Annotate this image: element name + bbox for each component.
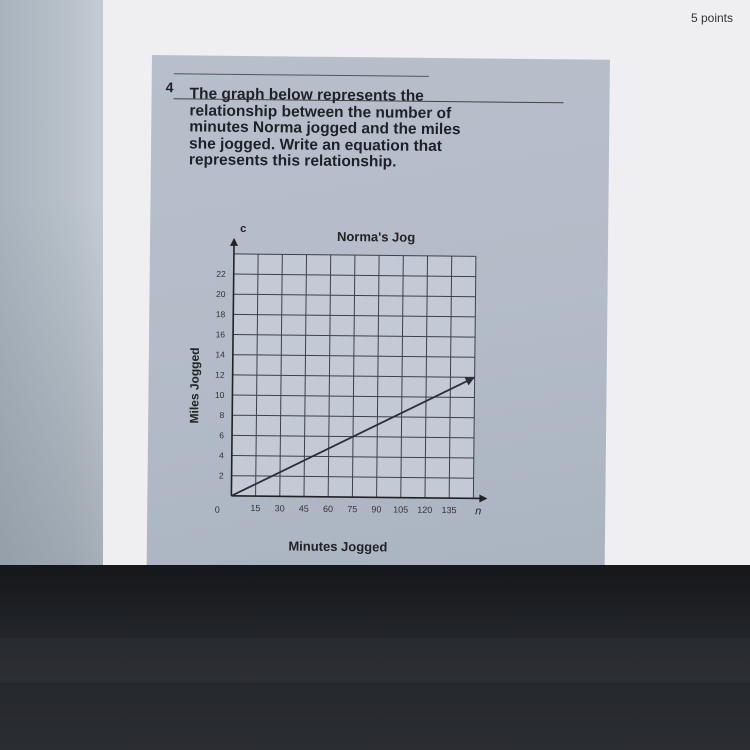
question-card xyxy=(147,55,610,565)
y-tick-label: 6 xyxy=(219,430,225,441)
y-tick-label: 10 xyxy=(214,389,225,400)
x-axis-arrow xyxy=(479,494,487,502)
x-tick-label: 45 xyxy=(298,503,309,514)
y-tick-label: 8 xyxy=(219,410,225,421)
y-tick-label: 2 xyxy=(218,470,224,481)
y-tick-label: 22 xyxy=(216,268,226,279)
x-axis-label: Minutes Jogged xyxy=(288,538,388,555)
question-text: The graph below represents the relationship between the number of minutes Norma jogged and the miles she jogged. Write an equation that represents this relationship. xyxy=(188,85,461,171)
x-tick-label: 135 xyxy=(441,505,457,516)
y-tick-label: 18 xyxy=(215,309,226,320)
chart xyxy=(183,215,507,558)
divider xyxy=(174,73,429,77)
desk-reflection xyxy=(0,638,750,683)
x-tick-label: 105 xyxy=(393,504,409,515)
x-tick-label: 15 xyxy=(250,503,261,514)
question-number: 4 xyxy=(165,79,174,96)
x-tick-label: 90 xyxy=(371,504,382,515)
y-tick-label: 12 xyxy=(215,369,225,380)
chart-title: Norma's Jog xyxy=(336,228,416,245)
x-tick-label: 60 xyxy=(322,503,334,514)
x-tick-label: 75 xyxy=(347,504,358,515)
left-panel-shade xyxy=(0,200,103,565)
chart-svg xyxy=(183,215,507,558)
y-axis-label: Miles Jogged xyxy=(187,347,202,424)
chart-grid xyxy=(231,254,476,499)
x-axis-variable: n xyxy=(475,505,482,518)
points-label: 5 points xyxy=(690,11,733,25)
y-axis-variable: c xyxy=(240,222,247,235)
y-tick-label: 4 xyxy=(219,450,224,461)
y-tick-label: 14 xyxy=(215,349,225,360)
y-axis-arrow xyxy=(230,238,238,246)
x-tick-label: 120 xyxy=(417,504,433,515)
origin-label: 0 xyxy=(214,504,220,515)
x-tick-label: 30 xyxy=(274,503,285,514)
y-tick-label: 20 xyxy=(215,289,226,300)
y-tick-label: 16 xyxy=(215,329,226,340)
